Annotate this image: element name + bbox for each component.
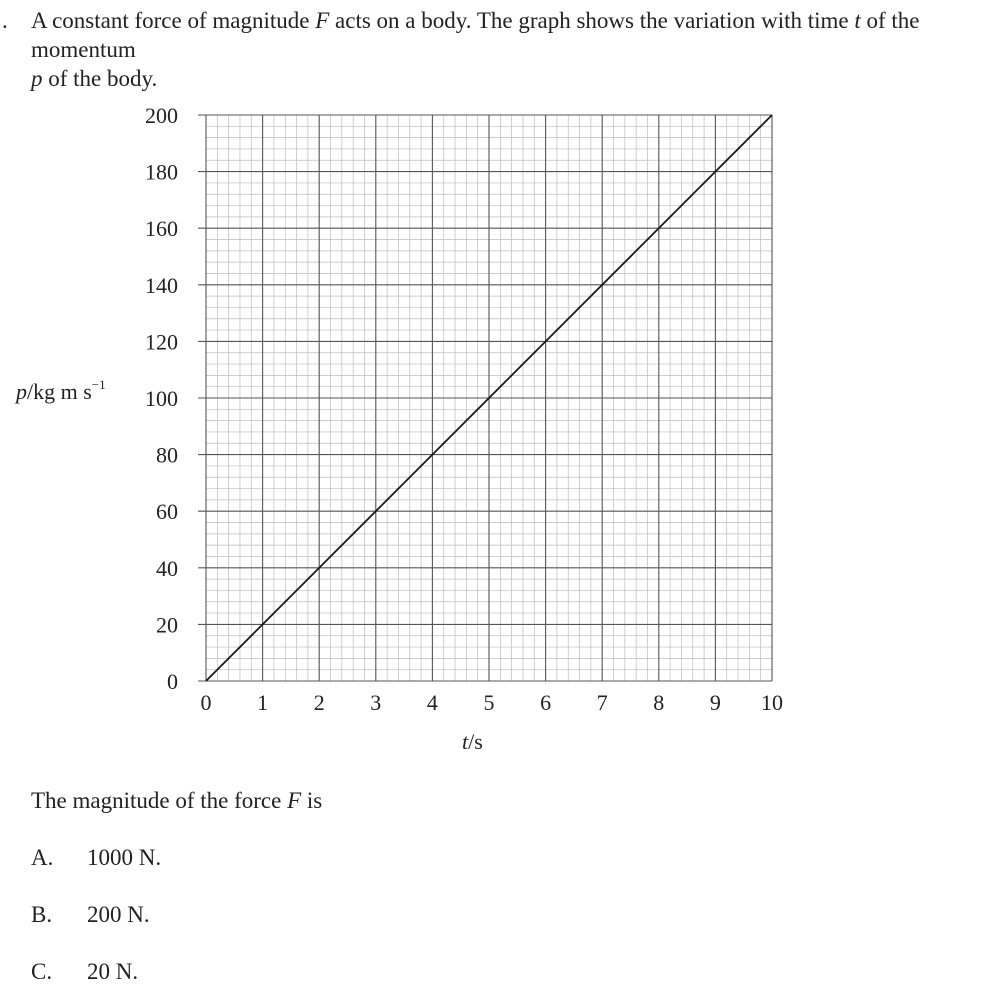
x-axis-label: [462, 729, 483, 754]
x-tick-label: 9: [709, 690, 721, 715]
prompt-text-2: is: [301, 788, 323, 813]
x-tick-label: 6: [540, 690, 552, 715]
option-a[interactable]: [31, 843, 161, 872]
y-tick-label: 100: [145, 386, 178, 411]
stem-var-F: F: [315, 8, 330, 33]
option-a-text: 1000 N.: [87, 845, 162, 870]
stem-var-p: p: [31, 66, 43, 91]
x-tick-label: 1: [257, 690, 269, 715]
x-axis-unit: /s: [468, 729, 483, 754]
y-tick-labels: [145, 103, 178, 694]
option-c-text: 20 N.: [87, 959, 139, 984]
option-c-letter: C.: [31, 959, 53, 984]
y-tick-label: 60: [156, 499, 178, 525]
y-tick-label: 120: [145, 329, 178, 355]
x-axis-var: t: [462, 729, 469, 754]
y-tick-label: 20: [156, 612, 178, 638]
stem-text-1: A constant force of magnitude: [31, 8, 316, 33]
stem-text-4: of the body.: [42, 66, 158, 91]
y-tick-label: 160: [145, 216, 178, 242]
y-axis-var: p: [16, 379, 27, 404]
option-b-text: 200 N.: [87, 902, 150, 927]
y-tick-label: 180: [145, 159, 178, 185]
x-tick-labels: [201, 690, 784, 715]
x-tick-label: 5: [483, 690, 495, 715]
y-axis-label: [14, 377, 106, 404]
y-tick-label: 0: [167, 669, 178, 694]
y-tick-label: 80: [156, 442, 178, 468]
x-tick-label: 0: [200, 690, 212, 715]
stem-text-3: of the momentum: [31, 8, 920, 62]
option-c[interactable]: [31, 957, 138, 986]
y-tick-label: 140: [145, 272, 178, 298]
question-number: .: [2, 8, 8, 33]
stem-text-2: acts on a body. The graph shows the variation with time: [329, 8, 855, 33]
x-tick-label: 10: [761, 690, 783, 715]
option-a-letter: A.: [31, 845, 54, 870]
y-tick-label: 40: [156, 555, 178, 581]
y-tick-label: 200: [145, 103, 178, 128]
x-tick-label: 7: [596, 690, 608, 715]
x-tick-label: 2: [313, 690, 325, 715]
x-tick-label: 8: [653, 690, 665, 715]
y-axis-unit-sup: −1: [91, 377, 106, 392]
prompt-text-1: The magnitude of the force: [31, 788, 288, 813]
stem-var-t: t: [854, 8, 861, 33]
prompt-var-F: F: [287, 788, 302, 813]
option-b[interactable]: [31, 900, 150, 929]
x-tick-label: 4: [426, 690, 438, 715]
x-tick-label: 3: [370, 690, 382, 715]
y-axis-unit: /kg m s: [27, 379, 92, 404]
question-prompt: [31, 786, 322, 815]
option-b-letter: B.: [31, 902, 53, 927]
